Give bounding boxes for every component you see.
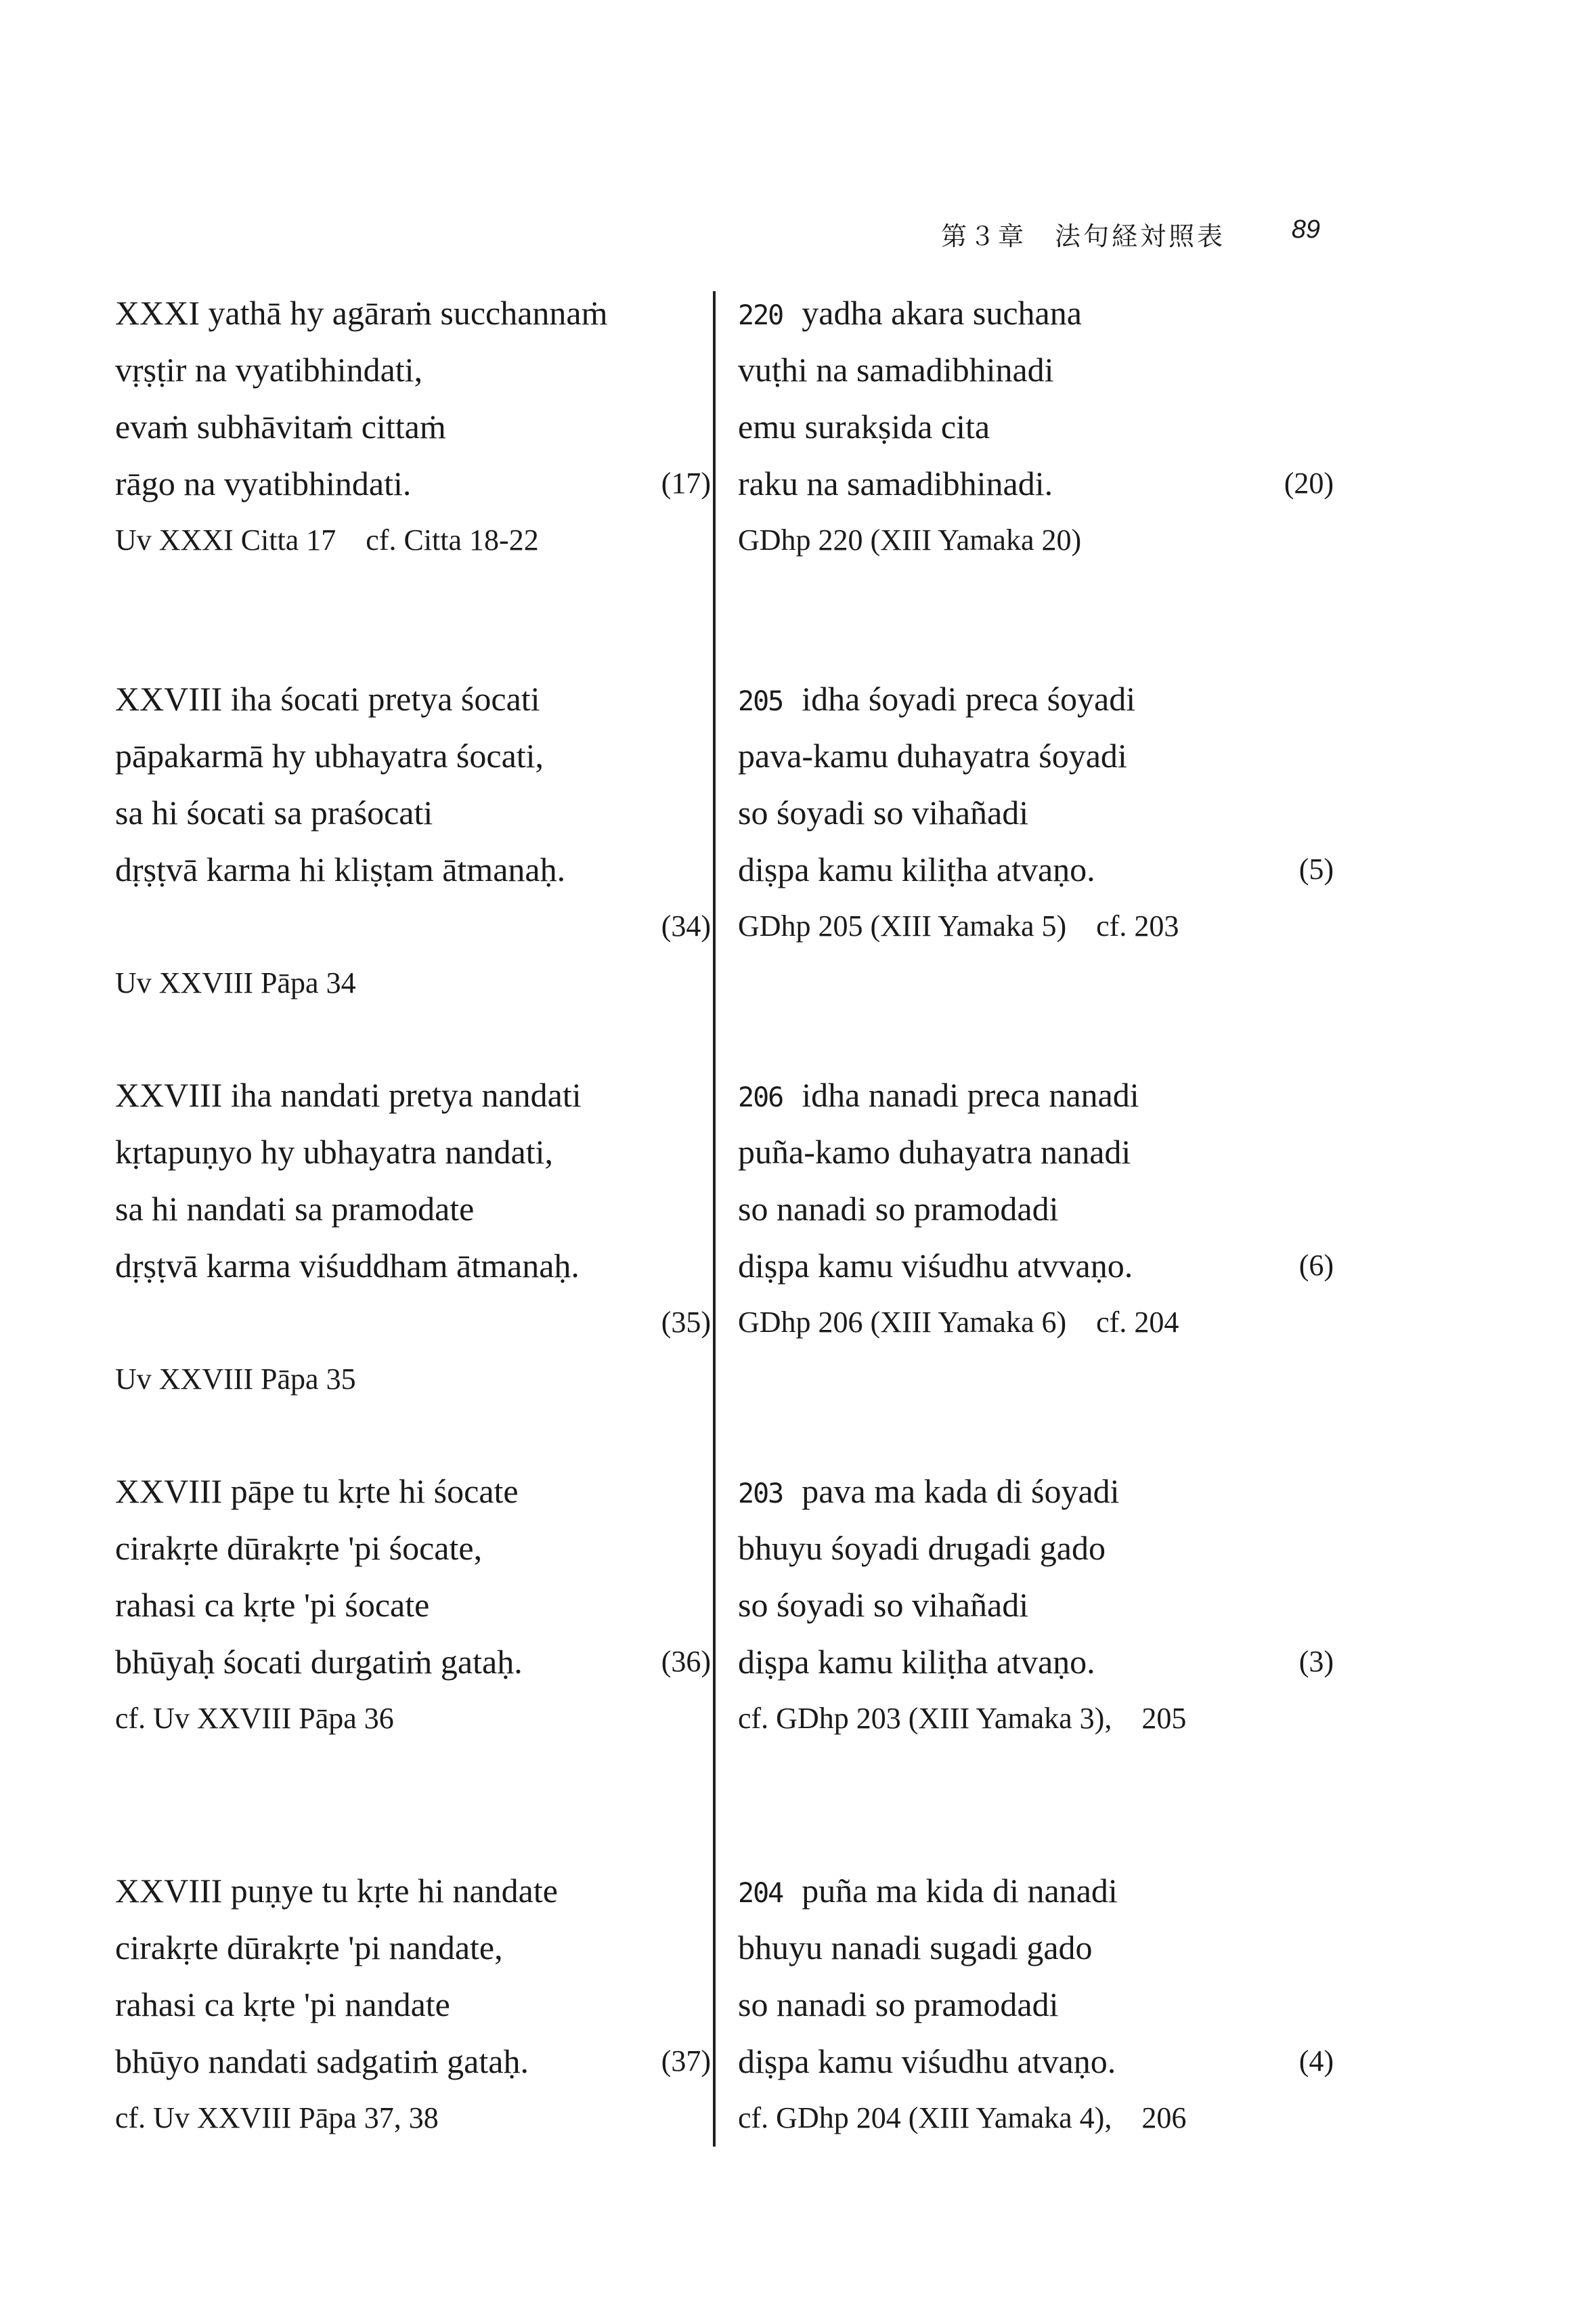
verse-line: vṛṣṭir na vyatibhindati, xyxy=(115,351,423,389)
uv-verse-5 xyxy=(115,1862,711,2147)
verse-line-text: bhūyo nandati sadgatiṁ gataḥ. xyxy=(115,2042,529,2080)
gdhp-number: 204 xyxy=(738,1878,783,1909)
page-number: 89 xyxy=(1291,215,1320,244)
verse-line xyxy=(738,2033,1334,2090)
gdhp-verse-1 xyxy=(738,284,1334,569)
verse-reference: cf. GDhp 204 (XIII Yamaka 4), 206 xyxy=(738,2101,1187,2134)
verse-line xyxy=(115,1633,711,1690)
verse-line: pāpakarmā hy ubhayatra śocati, xyxy=(115,737,544,775)
verse-line: so śoyadi so vihañadi xyxy=(738,794,1029,832)
verse-line-text: rāgo na vyatibhindati. xyxy=(115,465,412,502)
gdhp-verse-2 xyxy=(738,670,1334,955)
verse-line xyxy=(738,670,1334,727)
verse-line-text: diṣpa kamu kiliṭha atvaṇo. xyxy=(738,851,1095,888)
verse-line: rahasi ca kṛte 'pi nandate xyxy=(115,1985,450,2023)
verse-line xyxy=(738,841,1334,898)
verse-number: (34) xyxy=(661,909,711,943)
verse-reference: cf. Uv XXVIII Pāpa 36 xyxy=(115,1702,394,1735)
verse-number: (20) xyxy=(1284,467,1334,500)
verse-line xyxy=(115,898,711,955)
verse-reference: Uv XXVIII Pāpa 35 xyxy=(115,1362,356,1396)
verse-number: (5) xyxy=(1298,853,1334,886)
verse-line: XXVIII iha nandati pretya nandati xyxy=(115,1076,582,1114)
verse-line xyxy=(115,455,711,512)
verse-line-text: diṣpa kamu viśudhu atvvaṇo. xyxy=(738,1247,1133,1285)
verse-line-text: diṣpa kamu viśudhu atvaṇo. xyxy=(738,2042,1116,2080)
verse-number: (17) xyxy=(661,467,711,500)
verse-number: (4) xyxy=(1298,2044,1334,2078)
verse-line: evaṁ subhāvitaṁ cittaṁ xyxy=(115,408,446,446)
verse-reference: Uv XXXI Citta 17 cf. Citta 18-22 xyxy=(115,523,539,557)
verse-line-text: diṣpa kamu kiliṭha atvaṇo. xyxy=(738,1643,1095,1681)
verse-line: sa hi śocati sa praśocati xyxy=(115,794,433,832)
verse-line xyxy=(738,1237,1334,1294)
verse-line: XXXI yathā hy agāraṁ succhannaṁ xyxy=(115,294,608,332)
verse-line: XXVIII pāpe tu kṛte hi śocate xyxy=(115,1472,519,1510)
chapter-title: 第３章 法句経対照表 xyxy=(941,223,1226,251)
verse-line-text: idha nanadi preca nanadi xyxy=(802,1076,1139,1114)
verse-reference: Uv XXVIII Pāpa 34 xyxy=(115,966,356,999)
verse-reference: GDhp 220 (XIII Yamaka 20) xyxy=(738,523,1082,557)
gdhp-verse-5 xyxy=(738,1862,1334,2147)
verse-line xyxy=(738,455,1334,512)
column-divider xyxy=(713,291,716,2147)
verse-line xyxy=(115,2033,711,2090)
verse-number: (36) xyxy=(661,1645,711,1678)
verse-line: cirakṛte dūrakṛte 'pi śocate, xyxy=(115,1529,483,1567)
verse-line: so nanadi so pramodadi xyxy=(738,1985,1059,2023)
verse-line xyxy=(738,1463,1334,1520)
verse-line: cirakṛte dūrakṛte 'pi nandate, xyxy=(115,1929,503,1966)
verse-line-text: idha śoyadi preca śoyadi xyxy=(802,680,1136,718)
verse-line: bhuyu nanadi sugadi gado xyxy=(738,1929,1093,1966)
gdhp-number: 206 xyxy=(738,1082,783,1113)
verse-line: pava-kamu duhayatra śoyadi xyxy=(738,737,1127,775)
running-header xyxy=(941,215,1320,253)
verse-reference: GDhp 205 (XIII Yamaka 5) cf. 203 xyxy=(738,909,1179,943)
verse-reference: cf. Uv XXVIII Pāpa 37, 38 xyxy=(115,2101,439,2134)
uv-verse-1 xyxy=(115,284,711,569)
verse-line xyxy=(738,1862,1334,1919)
verse-number: (35) xyxy=(661,1306,711,1339)
verse-line: dṛṣṭvā karma viśuddham ātmanaḥ. xyxy=(115,1247,580,1285)
verse-line: so śoyadi so vihañadi xyxy=(738,1586,1029,1624)
verse-line-text: pava ma kada di śoyadi xyxy=(802,1472,1120,1510)
verse-number: (6) xyxy=(1298,1249,1334,1282)
uv-verse-2 xyxy=(115,670,711,1012)
gdhp-number: 205 xyxy=(738,686,783,717)
verse-line: puña-kamo duhayatra nanadi xyxy=(738,1133,1131,1171)
verse-line: vuṭhi na samadibhinadi xyxy=(738,351,1054,389)
verse-number: (37) xyxy=(661,2044,711,2078)
verse-line: so nanadi so pramodadi xyxy=(738,1190,1059,1228)
uv-verse-3 xyxy=(115,1067,711,1408)
verse-line-text: puña ma kida di nanadi xyxy=(802,1872,1118,1910)
verse-line: rahasi ca kṛte 'pi śocate xyxy=(115,1586,430,1624)
verse-line xyxy=(115,1294,711,1351)
gdhp-verse-4 xyxy=(738,1463,1334,1747)
verse-line: kṛtapuṇyo hy ubhayatra nandati, xyxy=(115,1133,554,1171)
verse-line: sa hi nandati sa pramodate xyxy=(115,1190,475,1228)
verse-line: bhuyu śoyadi drugadi gado xyxy=(738,1529,1106,1567)
gdhp-number: 203 xyxy=(738,1478,783,1509)
verse-line: XXVIII iha śocati pretya śocati xyxy=(115,680,540,718)
verse-reference: cf. GDhp 203 (XIII Yamaka 3), 205 xyxy=(738,1702,1187,1735)
verse-line-text: bhūyaḥ śocati durgatiṁ gataḥ. xyxy=(115,1643,523,1681)
verse-line: dṛṣṭvā karma hi kliṣṭam ātmanaḥ. xyxy=(115,851,566,888)
verse-line xyxy=(738,284,1334,341)
verse-line: emu surakṣida cita xyxy=(738,408,990,446)
verse-line-text: raku na samadibhinadi. xyxy=(738,465,1053,502)
verse-number: (3) xyxy=(1298,1645,1334,1678)
gdhp-verse-3 xyxy=(738,1067,1334,1351)
verse-line-text: yadha akara suchana xyxy=(802,294,1082,332)
verse-line xyxy=(738,1633,1334,1690)
uv-verse-4 xyxy=(115,1463,711,1747)
verse-reference: GDhp 206 (XIII Yamaka 6) cf. 204 xyxy=(738,1306,1179,1339)
verse-line: XXVIII puṇye tu kṛte hi nandate xyxy=(115,1872,558,1910)
verse-line xyxy=(738,1067,1334,1123)
gdhp-number: 220 xyxy=(738,300,783,331)
